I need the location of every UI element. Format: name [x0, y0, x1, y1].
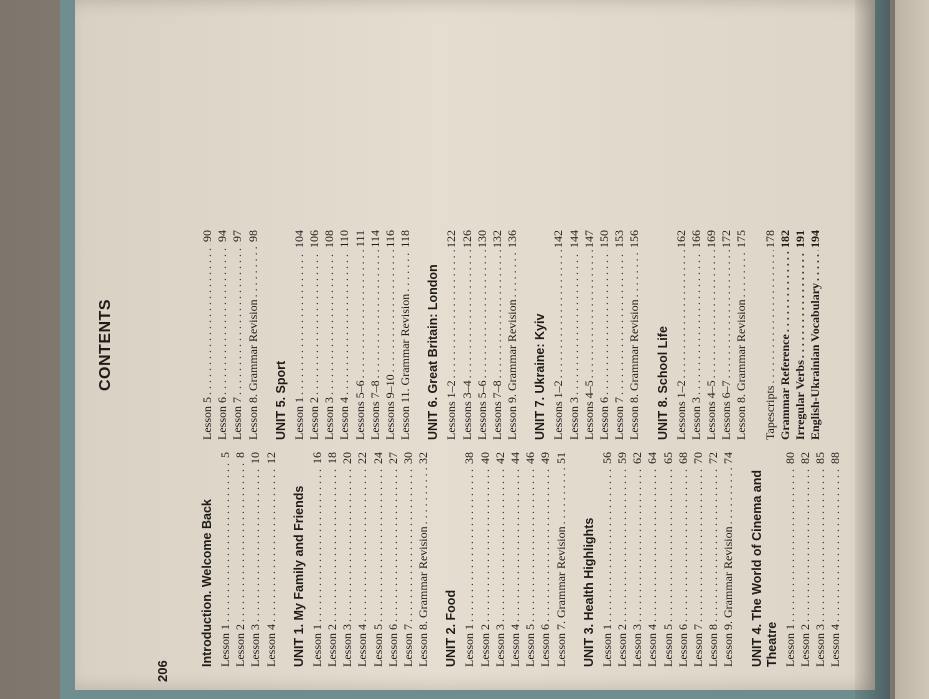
dot-leader	[645, 466, 660, 622]
entry-page-number: 70	[691, 452, 706, 464]
entry-page-number: 97	[230, 230, 245, 242]
dot-leader	[460, 250, 475, 378]
entry-page-number: 126	[459, 230, 474, 248]
entry-page-number: 46	[523, 452, 538, 464]
contents-entry	[691, 452, 706, 667]
entry-page-number: 136	[505, 230, 520, 248]
dot-leader	[353, 249, 368, 378]
contents-entry	[813, 452, 828, 667]
entry-page-number: 68	[675, 452, 690, 464]
contents-entry	[230, 230, 245, 440]
entry-label: Lesson 4	[828, 624, 843, 667]
dot-leader	[691, 466, 706, 622]
entry-label: Lesson 1	[218, 624, 232, 667]
dot-leader	[778, 250, 793, 332]
entry-page-number: 85	[813, 452, 828, 464]
entry-page-number: 182	[777, 230, 792, 248]
entry-page-number: 90	[200, 230, 214, 242]
dot-leader	[793, 250, 808, 358]
entry-page-number: 169	[704, 230, 719, 248]
dot-leader	[612, 250, 627, 395]
entry-label: Lesson 3	[492, 624, 507, 667]
contents-entry	[368, 230, 383, 440]
entry-label: Lesson 11. Grammar Revision	[398, 293, 413, 440]
contents-entry	[706, 452, 721, 667]
contents-section	[750, 452, 844, 667]
entry-page-number: 104	[291, 230, 306, 248]
contents-entry	[462, 452, 477, 667]
dot-leader	[478, 466, 493, 622]
entry-label: Lessons 4–5	[704, 380, 719, 440]
dot-leader	[689, 250, 704, 395]
contents-entry	[307, 230, 322, 440]
entry-page-number: 162	[673, 230, 688, 248]
entry-label: Lesson 7	[401, 624, 416, 667]
contents-entry	[674, 230, 689, 440]
dot-leader	[337, 250, 352, 395]
entry-label: Lesson 4	[337, 397, 352, 440]
entry-page-number: 94	[215, 230, 230, 242]
contents-entry	[444, 230, 459, 440]
entry-page-number: 166	[688, 230, 703, 248]
dot-leader	[630, 466, 645, 622]
contents-section	[582, 452, 737, 667]
contents-section	[533, 230, 642, 440]
entry-page-number: 38	[462, 452, 477, 464]
entry-label: Lessons 6–7	[719, 380, 734, 440]
entry-label: Lesson 3	[813, 624, 828, 667]
contents-entry	[704, 230, 719, 440]
entry-page-number: 150	[597, 230, 612, 248]
entry-page-number: 116	[383, 230, 398, 248]
contents-section	[426, 230, 520, 440]
dot-leader	[567, 250, 582, 395]
entry-label: Lesson 3	[688, 397, 703, 440]
entry-label: Lessons 1–2	[673, 380, 688, 440]
dot-leader	[798, 466, 813, 622]
contents-entry	[808, 230, 823, 440]
dot-leader	[475, 250, 490, 378]
contents-entry	[630, 452, 645, 667]
contents-entry	[264, 452, 279, 667]
dot-leader	[401, 466, 416, 622]
contents-entry	[353, 230, 368, 440]
contents-entry	[246, 230, 261, 440]
contents-entry	[721, 452, 736, 667]
dot-leader	[200, 244, 215, 395]
contents-section	[444, 452, 568, 667]
dot-leader	[340, 466, 355, 622]
entry-page-number: 32	[416, 452, 431, 464]
contents-entry	[325, 452, 340, 667]
contents-entry	[322, 230, 337, 440]
contents-entry	[645, 452, 660, 667]
entry-page-number: 24	[370, 452, 385, 464]
entry-label: Lesson 3	[248, 624, 263, 667]
entry-label: Lesson 6	[538, 624, 553, 667]
contents-entry	[734, 230, 749, 440]
entry-page-number: 111	[352, 230, 367, 248]
entry-page-number: 44	[508, 452, 523, 464]
contents-entry	[600, 452, 615, 667]
contents-entry	[612, 230, 627, 440]
entry-label: Lesson 4	[355, 624, 370, 667]
entry-label: Lesson 4	[508, 624, 523, 667]
entry-page-number: 42	[492, 452, 507, 464]
contents-entry	[416, 452, 431, 667]
contents-entry	[218, 452, 233, 667]
contents-section	[200, 230, 261, 440]
entry-page-number: 49	[538, 452, 553, 464]
entry-label: Tapescripts	[762, 385, 777, 440]
page-title: CONTENTS	[97, 299, 114, 391]
unit-heading: UNIT 8. School Life	[655, 326, 670, 440]
dot-leader	[292, 250, 307, 395]
entry-label: Lessons 1–2	[551, 380, 566, 440]
contents-entry	[798, 452, 813, 667]
dot-leader	[444, 250, 459, 378]
dot-leader	[248, 466, 263, 622]
contents-entry	[661, 452, 676, 667]
dot-leader	[355, 466, 370, 622]
entry-label: Lesson 1	[291, 397, 306, 440]
entry-page-number: 118	[398, 230, 413, 248]
entry-page-number: 175	[734, 230, 749, 248]
entry-page-number: 98	[245, 230, 260, 242]
entry-label: Lesson 2	[233, 624, 248, 667]
entry-page-number: 16	[309, 452, 324, 464]
dot-leader	[763, 250, 778, 384]
entry-label: Lessons 7–8	[490, 380, 505, 440]
entry-label: Lesson 3	[566, 397, 581, 440]
entry-label: Grammar Reference	[777, 334, 792, 440]
entry-label: Lesson 3	[630, 624, 645, 667]
contents-entry	[233, 452, 248, 667]
entry-label: Lesson 2	[615, 624, 630, 667]
entry-label: Lesson 5	[200, 397, 214, 440]
dot-leader	[554, 466, 569, 524]
contents-entry	[292, 230, 307, 440]
entry-label: Lesson 4	[645, 624, 660, 667]
dot-leader	[462, 466, 477, 622]
dot-leader	[325, 466, 340, 622]
contents-entry	[383, 230, 398, 440]
entry-label: Lesson 6	[675, 624, 690, 667]
dot-leader	[371, 466, 386, 622]
entry-label: Lesson 1	[462, 624, 477, 667]
dot-leader	[551, 250, 566, 378]
contents-entry	[582, 230, 597, 440]
entry-page-number: 132	[490, 230, 505, 248]
dot-leader	[704, 250, 719, 378]
entry-page-number: 130	[474, 230, 489, 248]
contents-entry	[615, 452, 630, 667]
contents-entry	[763, 230, 778, 440]
dot-leader	[246, 244, 261, 297]
contents-entry	[490, 230, 505, 440]
entry-page-number: 194	[808, 230, 823, 248]
dot-leader	[582, 250, 597, 378]
dot-leader	[627, 250, 642, 297]
dot-leader	[383, 250, 398, 373]
entry-page-number: 106	[307, 230, 322, 248]
entry-label: Lesson 7	[691, 624, 706, 667]
dot-leader	[307, 250, 322, 395]
contents-entry	[538, 452, 553, 667]
contents-entry	[355, 452, 370, 667]
dot-leader	[215, 244, 230, 395]
dot-leader	[310, 466, 325, 622]
entry-page-number: 10	[248, 452, 263, 464]
dot-leader	[734, 250, 749, 297]
entry-page-number: 147	[581, 230, 596, 248]
dot-leader	[706, 466, 721, 622]
entry-label: Lessons 5–6	[474, 380, 489, 440]
dot-leader	[661, 466, 676, 622]
dot-leader	[523, 466, 538, 622]
unit-heading: UNIT 6. Great Britain: London	[426, 264, 441, 440]
entry-label: English-Ukrainian Vocabulary	[808, 282, 823, 440]
page-number: 206	[155, 660, 170, 682]
contents-entry	[828, 452, 843, 667]
dot-leader	[493, 466, 508, 622]
entry-page-number: 156	[627, 230, 642, 248]
entry-page-number: 59	[615, 452, 630, 464]
entry-page-number: 30	[401, 452, 416, 464]
entry-page-number: 82	[797, 452, 812, 464]
contents-entry	[478, 452, 493, 667]
entry-page-number: 18	[325, 452, 340, 464]
dot-leader	[218, 460, 233, 622]
entry-label: Lesson 6	[215, 397, 230, 440]
contents-entry	[340, 452, 355, 667]
entry-label: Lesson 1	[309, 624, 324, 667]
entry-page-number: 65	[660, 452, 675, 464]
contents-section	[656, 230, 750, 440]
entry-page-number: 191	[793, 230, 808, 248]
entry-page-number: 178	[762, 230, 777, 248]
contents-section	[200, 452, 279, 667]
dot-leader	[386, 466, 401, 622]
entry-page-number: 22	[355, 452, 370, 464]
entry-label: Lesson 5	[370, 624, 385, 667]
dot-leader	[322, 250, 337, 395]
contents-entry	[398, 230, 413, 440]
contents-entry	[200, 230, 215, 440]
contents-entry	[310, 452, 325, 667]
unit-heading: UNIT 5. Sport	[273, 360, 288, 440]
contents-entry	[505, 230, 520, 440]
dot-leader	[676, 466, 691, 622]
entry-label: Lessons 7–8	[367, 380, 382, 440]
unit-heading: UNIT 2. Food	[444, 589, 459, 667]
entry-label: Lessons 3–4	[459, 380, 474, 440]
entry-label: Lessons 4–5	[581, 380, 596, 440]
entry-label: Lesson 2	[797, 624, 812, 667]
contents-entry	[783, 452, 798, 667]
contents-entry	[793, 230, 808, 440]
entry-label: Lesson 1	[599, 624, 614, 667]
contents-column-1	[200, 452, 857, 667]
entry-label: Lesson 8. Grammar Revision	[627, 299, 642, 440]
unit-heading: UNIT 1. My Family and Friends	[291, 485, 306, 667]
entry-label: Lesson 2	[307, 397, 322, 440]
dot-leader	[719, 250, 734, 378]
contents-entry	[567, 230, 582, 440]
entry-page-number: 8	[233, 452, 248, 458]
contents-entry	[371, 452, 386, 667]
entry-page-number: 40	[477, 452, 492, 464]
entry-label: Lessons 5–6	[352, 380, 367, 440]
entry-label: Lesson 9. Grammar Revision	[505, 299, 520, 440]
contents-entry	[337, 230, 352, 440]
contents-entry	[689, 230, 704, 440]
dot-leader	[230, 244, 245, 395]
entry-label: Irregular Verbs	[793, 360, 808, 440]
entry-label: Lesson 8. Grammar Revision	[734, 299, 749, 440]
entry-page-number: 51	[553, 452, 568, 464]
entry-label: Lesson 7	[230, 397, 245, 440]
contents-section	[763, 230, 824, 440]
dot-leader	[828, 466, 843, 622]
entry-label: Lesson 2	[325, 624, 340, 667]
entry-label: Lesson 3	[322, 397, 337, 440]
contents-entry	[248, 452, 263, 667]
entry-page-number: 172	[719, 230, 734, 248]
dot-leader	[600, 466, 615, 622]
dot-leader	[505, 250, 520, 297]
entry-label: Lesson 2	[477, 624, 492, 667]
dot-leader	[674, 250, 689, 378]
dot-leader	[615, 466, 630, 622]
entry-page-number: 153	[612, 230, 627, 248]
dot-leader	[368, 250, 383, 379]
entry-page-number: 72	[706, 452, 721, 464]
entry-page-number: 122	[444, 230, 459, 248]
entry-label: Lesson 5	[660, 624, 675, 667]
contents-entry	[460, 230, 475, 440]
entry-page-number: 144	[566, 230, 581, 248]
unit-heading: Introduction. Welcome Back	[200, 499, 214, 667]
entry-label: Lessons 1–2	[444, 380, 459, 440]
entry-page-number: 110	[337, 230, 352, 248]
entry-page-number: 27	[385, 452, 400, 464]
entry-label: Lesson 7	[612, 397, 627, 440]
unit-heading: UNIT 7. Ukraine: Kyiv	[533, 313, 548, 440]
contents-entry	[597, 230, 612, 440]
entry-label: Lesson 8	[706, 624, 721, 667]
contents-entry	[401, 452, 416, 667]
contents-section	[274, 230, 414, 440]
entry-page-number: 108	[322, 230, 337, 248]
contents-entry	[386, 452, 401, 667]
entry-page-number: 62	[630, 452, 645, 464]
entry-label: Lessons 9–10	[383, 374, 398, 440]
dot-leader	[508, 466, 523, 622]
dot-leader	[813, 466, 828, 622]
entry-page-number: 74	[721, 452, 736, 464]
entry-label: Lesson 4	[263, 624, 278, 667]
contents-entry	[676, 452, 691, 667]
entry-page-number: 12	[263, 452, 278, 464]
entry-page-number: 80	[782, 452, 797, 464]
contents-entry	[719, 230, 734, 440]
entry-label: Lesson 6	[385, 624, 400, 667]
contents-entry	[508, 452, 523, 667]
dot-leader	[597, 250, 612, 395]
contents-entry	[627, 230, 642, 440]
unit-heading: UNIT 3. Health Highlights	[581, 517, 596, 667]
entry-label: Lesson 8. Grammar Revision	[245, 299, 260, 440]
dot-leader	[721, 466, 736, 524]
contents-page-text	[75, 0, 875, 690]
entry-label: Lesson 6	[597, 397, 612, 440]
entry-label: Lesson 3	[340, 624, 355, 667]
contents-entry	[551, 230, 566, 440]
entry-label: Lesson 7. Grammar Revision	[553, 526, 568, 667]
entry-label: Lesson 5	[523, 624, 538, 667]
entry-page-number: 88	[828, 452, 843, 464]
contents-entry	[475, 230, 490, 440]
contents-entry	[523, 452, 538, 667]
dot-leader	[398, 250, 413, 292]
dot-leader	[264, 466, 279, 622]
entry-label: Lesson 8. Grammar Revision	[416, 526, 431, 667]
dot-leader	[233, 460, 248, 622]
contents-entry	[215, 230, 230, 440]
entry-page-number: 5	[218, 452, 232, 458]
contents-entry	[778, 230, 793, 440]
entry-label: Lesson 1	[782, 624, 797, 667]
unit-heading: UNIT 4. The World of Cinema and Theatre	[749, 469, 779, 667]
dot-leader	[808, 250, 823, 281]
contents-entry	[554, 452, 569, 667]
dot-leader	[416, 466, 431, 524]
contents-section	[292, 452, 432, 667]
entry-page-number: 20	[340, 452, 355, 464]
entry-label: Lesson 9. Grammar Revision	[721, 526, 736, 667]
dot-leader	[538, 466, 553, 622]
dot-leader	[783, 466, 798, 622]
entry-page-number: 114	[367, 230, 382, 248]
contents-entry	[493, 452, 508, 667]
entry-page-number: 64	[645, 452, 660, 464]
entry-page-number: 142	[551, 230, 566, 248]
entry-page-number: 56	[599, 452, 614, 464]
contents-column-2	[200, 230, 837, 440]
dot-leader	[490, 250, 505, 378]
